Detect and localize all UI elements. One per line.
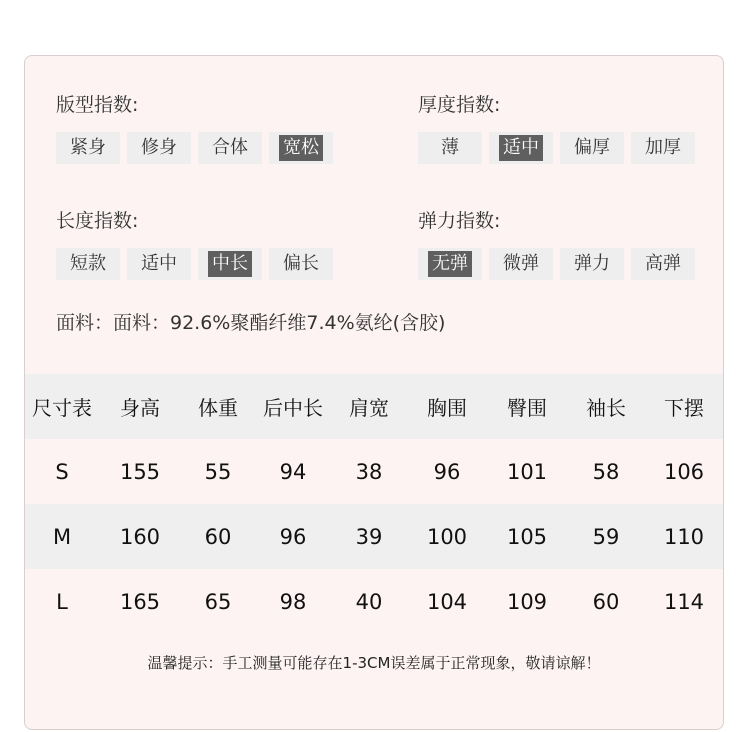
thickness-index-title: 厚度指数: (418, 94, 501, 116)
table-cell: 96 (279, 524, 307, 549)
header-cell: 身高 (120, 396, 160, 420)
length-index-options (56, 248, 333, 280)
table-cell: 60 (204, 524, 232, 549)
table-cell: 96 (433, 459, 461, 484)
elasticity-option: 弹力 (560, 248, 624, 280)
fit-index-options (56, 132, 333, 164)
elasticity-option-selected: 无弹 (418, 248, 482, 280)
table-cell: 40 (355, 589, 383, 614)
fit-option: 合体 (198, 132, 262, 164)
table-cell: 110 (663, 524, 705, 549)
table-cell: 38 (355, 459, 383, 484)
fabric-composition: 面料：面料：92.6%聚酯纤维7.4%氨纶(含胶) (56, 312, 446, 334)
length-option-selected: 中长 (198, 248, 262, 280)
elasticity-index-title: 弹力指数: (418, 210, 501, 232)
header-cell: 肩宽 (349, 396, 389, 420)
table-row (25, 504, 723, 569)
header-cell: 尺寸表 (32, 396, 92, 420)
fit-index-title: 版型指数: (56, 94, 139, 116)
table-cell: 155 (119, 459, 161, 484)
table-cell: 160 (119, 524, 161, 549)
measurement-tip: 温馨提示：手工测量可能存在1-3CM误差属于正常现象，敬请谅解！ (147, 654, 601, 672)
header-cell: 体重 (198, 396, 238, 420)
length-option: 短款 (56, 248, 120, 280)
table-cell: 114 (663, 589, 705, 614)
size-info-card (24, 55, 724, 730)
table-cell: 165 (119, 589, 161, 614)
header-cell: 臀围 (507, 396, 547, 420)
length-option: 偏长 (269, 248, 333, 280)
fit-option-selected: 宽松 (269, 132, 333, 164)
size-table-header (25, 374, 723, 439)
table-cell: 109 (506, 589, 548, 614)
table-cell: 59 (592, 524, 620, 549)
table-cell: 94 (279, 459, 307, 484)
length-option: 适中 (127, 248, 191, 280)
table-cell: 60 (592, 589, 620, 614)
elasticity-option: 微弹 (489, 248, 553, 280)
table-cell: 106 (663, 459, 705, 484)
table-cell: 98 (279, 589, 307, 614)
table-cell: S (55, 459, 69, 484)
table-row (25, 569, 723, 634)
table-cell: 105 (506, 524, 548, 549)
header-cell: 袖长 (586, 396, 626, 420)
table-cell: 58 (592, 459, 620, 484)
table-cell: M (52, 524, 72, 549)
table-cell: 104 (426, 589, 468, 614)
length-index-title: 长度指数: (56, 210, 139, 232)
thickness-option: 加厚 (631, 132, 695, 164)
thickness-option: 薄 (418, 132, 482, 164)
header-cell: 后中长 (263, 396, 323, 420)
header-cell: 下摆 (664, 396, 704, 420)
fit-option: 紧身 (56, 132, 120, 164)
table-cell: 55 (204, 459, 232, 484)
fit-option: 修身 (127, 132, 191, 164)
table-cell: 65 (204, 589, 232, 614)
thickness-option: 偏厚 (560, 132, 624, 164)
table-cell: 101 (506, 459, 548, 484)
elasticity-option: 高弹 (631, 248, 695, 280)
table-cell: 100 (426, 524, 468, 549)
header-cell: 胸围 (427, 396, 467, 420)
elasticity-index-options (418, 248, 695, 280)
thickness-option-selected: 适中 (489, 132, 553, 164)
table-row (25, 439, 723, 504)
table-cell: L (56, 589, 68, 614)
thickness-index-options (418, 132, 695, 164)
size-table (25, 374, 723, 634)
table-cell: 39 (355, 524, 383, 549)
